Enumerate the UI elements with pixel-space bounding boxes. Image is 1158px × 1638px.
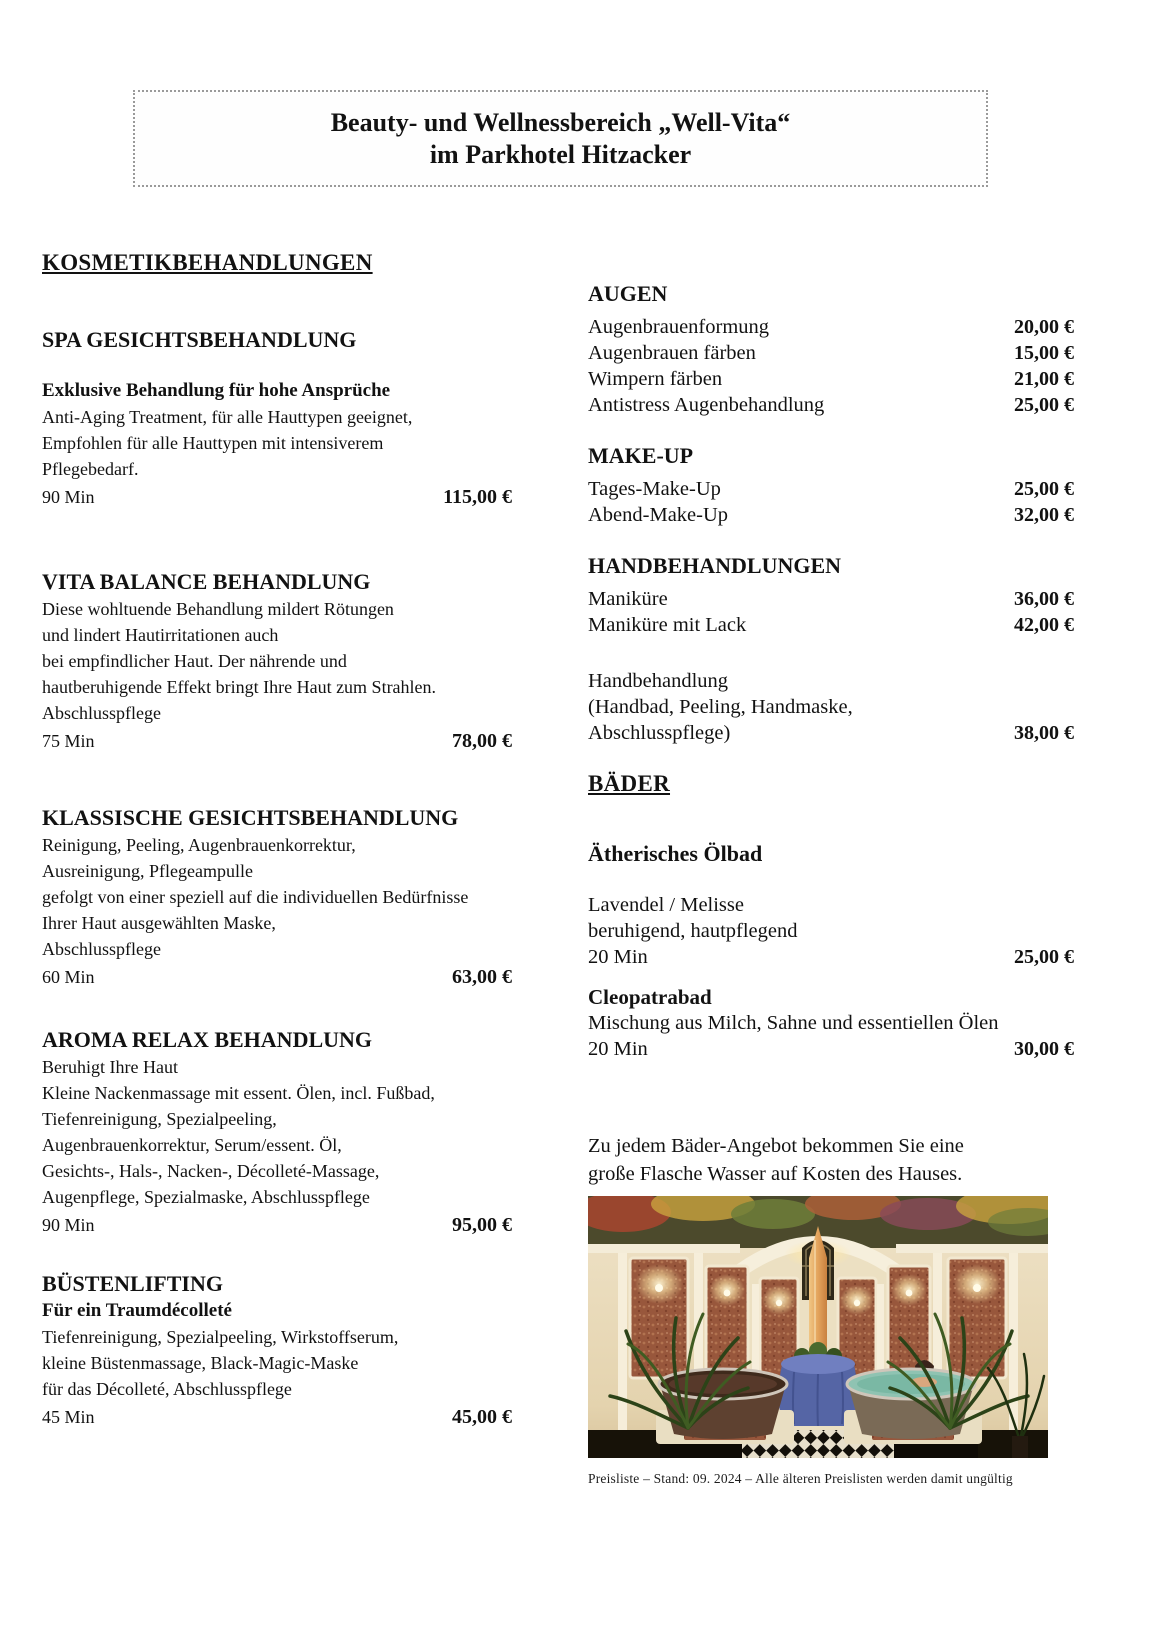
right-column (588, 280, 1074, 1488)
section-heading-kosmetikbehandlungen: KOSMETIKBEHANDLUNGEN (42, 250, 373, 275)
price-row (42, 1210, 512, 1240)
treatment-title: VITA BALANCE BEHANDLUNG (42, 569, 371, 594)
item-price: 32,00 € (1014, 504, 1074, 526)
page-title: Beauty- und Wellnessbereich „Well-Vita“ (330, 107, 791, 137)
treatment-description-line: Reinigung, Peeling, Augenbrauenkorrektur, (42, 835, 356, 855)
price-row (588, 586, 1074, 612)
spa-bath-room-illustration (588, 1196, 1048, 1458)
price-row (588, 366, 1074, 392)
treatment-description-line: Augenpflege, Spezialmaske, Abschlusspflege (42, 1187, 370, 1207)
price-row (42, 962, 512, 992)
treatment-title: BÜSTENLIFTING (42, 1271, 223, 1296)
item-price: 38,00 € (1014, 722, 1074, 744)
treatment-description-line: gefolgt von einer speziell auf die individuellen Bedürfnisse (42, 887, 469, 907)
item-price: 36,00 € (1014, 588, 1074, 610)
treatment-description-line: Beruhigt Ihre Haut (42, 1057, 178, 1077)
treatment-intro: Für ein Traumdécolleté (42, 1300, 232, 1321)
price-label: 45,00 € (452, 1406, 512, 1428)
treatment-description-line: Anti-Aging Treatment, für alle Hauttypen geeignet, (42, 407, 413, 427)
treatment-aroma-relax (42, 1026, 512, 1240)
price-group-augen (588, 280, 1074, 418)
treatment-intro: Exklusive Behandlung für hohe Ansprüche (42, 380, 391, 401)
item-label: Maniküre mit Lack (588, 614, 747, 636)
item-price: 30,00 € (1014, 1038, 1074, 1060)
treatment-description-line: Pflegebedarf. (42, 459, 139, 479)
item-price: 25,00 € (1014, 394, 1074, 416)
treatment-description-line: Tiefenreinigung, Spezialpeeling, Wirkstoffserum, (42, 1327, 399, 1347)
item-price: 20,00 € (1014, 316, 1074, 338)
treatment-description-line: Kleine Nackenmassage mit essent. Ölen, incl. Fußbad, (42, 1083, 435, 1103)
treatment-description-line: Empfohlen für alle Hauttypen mit intensiverem (42, 433, 384, 453)
treatment-description-line: Augenbrauenkorrektur, Serum/essent. Öl, (42, 1135, 342, 1155)
handbehandlung-block (588, 668, 1074, 746)
treatment-description-line: Ihrer Haut ausgewählten Maske, (42, 913, 276, 933)
item-label: Abend-Make-Up (588, 504, 729, 526)
item-label: Augenbrauen färben (588, 342, 756, 364)
baeder-note-line: große Flasche Wasser auf Kosten des Hauses. (588, 1163, 963, 1185)
item-price: 42,00 € (1014, 614, 1074, 636)
hand-treatment-line: Handbehandlung (588, 670, 729, 692)
cleopatrabad-line: Mischung aus Milch, Sahne und essentiellen Ölen (588, 1012, 999, 1034)
item-price: 15,00 € (1014, 342, 1074, 364)
item-label: Wimpern färben (588, 368, 723, 390)
treatment-title: AROMA RELAX BEHANDLUNG (42, 1027, 373, 1052)
hand-treatment-line: Abschlusspflege) (588, 722, 731, 744)
treatment-vita-balance (42, 568, 512, 756)
price-row (42, 482, 512, 512)
duration-label: 20 Min (588, 1038, 648, 1060)
price-row (42, 1402, 512, 1432)
treatment-buestenlifting (42, 1270, 512, 1432)
treatment-spa-gesichtsbehandlung (42, 326, 512, 512)
treatment-klassische-gesichtsbehandlung (42, 804, 512, 992)
oelbad-title: Ätherisches Ölbad (588, 841, 763, 866)
item-price: 21,00 € (1014, 368, 1074, 390)
price-row (588, 476, 1074, 502)
price-row (588, 720, 1074, 746)
group-title: AUGEN (588, 281, 668, 306)
duration-label: 75 Min (42, 731, 95, 751)
baeder-note (588, 1132, 1074, 1188)
oelbad-block (588, 892, 1074, 970)
item-label: Augenbrauenformung (588, 316, 770, 338)
price-row (588, 944, 1074, 970)
price-group-makeup (588, 442, 1074, 528)
price-label: 95,00 € (452, 1214, 512, 1236)
duration-label: 90 Min (42, 1215, 95, 1235)
header-box (133, 90, 988, 187)
price-label: 115,00 € (443, 486, 512, 508)
page-subtitle: im Parkhotel Hitzacker (429, 139, 692, 169)
oelbad-line: Lavendel / Melisse (588, 894, 744, 916)
price-label: 78,00 € (452, 730, 512, 752)
cleopatrabad-block (588, 1010, 1074, 1062)
price-group-handbehandlungen (588, 552, 1074, 638)
treatment-description-line: bei empfindlicher Haut. Der nährende und (42, 651, 347, 671)
baeder-note-line: Zu jedem Bäder-Angebot bekommen Sie eine (588, 1135, 964, 1157)
treatment-description-line: Diese wohltuende Behandlung mildert Rötungen (42, 599, 394, 619)
price-label: 63,00 € (452, 966, 512, 988)
item-label: Antistress Augenbehandlung (588, 394, 825, 416)
duration-label: 45 Min (42, 1407, 95, 1427)
group-title: HANDBEHANDLUNGEN (588, 553, 842, 578)
item-price: 25,00 € (1014, 478, 1074, 500)
spa-bath-room-photo (588, 1196, 1048, 1458)
item-label: Tages-Make-Up (588, 478, 721, 500)
price-row (588, 392, 1074, 418)
treatment-description-line: und lindert Hautirritationen auch (42, 625, 279, 645)
item-price: 25,00 € (1014, 946, 1074, 968)
price-row (588, 1036, 1074, 1062)
duration-label: 20 Min (588, 946, 648, 968)
duration-label: 90 Min (42, 487, 95, 507)
treatment-description-line: hautberuhigende Effekt bringt Ihre Haut zum Strahlen. (42, 677, 437, 697)
left-column (42, 248, 512, 1432)
treatment-description-line: Abschlusspflege (42, 939, 161, 959)
price-row (588, 502, 1074, 528)
price-row (588, 612, 1074, 638)
treatment-description-line: Gesichts-, Hals-, Nacken-, Décolleté-Massage, (42, 1161, 380, 1181)
oelbad-line: beruhigend, hautpflegend (588, 920, 798, 942)
price-row (42, 726, 512, 756)
duration-label: 60 Min (42, 967, 95, 987)
treatment-description-line: Tiefenreinigung, Spezialpeeling, (42, 1109, 277, 1129)
treatment-description-line: für das Décolleté, Abschlusspflege (42, 1379, 292, 1399)
treatment-title: KLASSISCHE GESICHTSBEHANDLUNG (42, 805, 459, 830)
cleopatrabad-title: Cleopatrabad (588, 985, 712, 1009)
price-row (588, 314, 1074, 340)
price-row (588, 340, 1074, 366)
treatment-description-line: Ausreinigung, Pflegeampulle (42, 861, 253, 881)
item-label: Maniküre (588, 588, 668, 610)
group-title: MAKE-UP (588, 443, 694, 468)
treatment-title: SPA GESICHTSBEHANDLUNG (42, 327, 357, 352)
footer-note: Preisliste – Stand: 09. 2024 – Alle älteren Preislisten werden damit ungültig (588, 1471, 1013, 1486)
treatment-description-line: kleine Büstenmassage, Black-Magic-Maske (42, 1353, 359, 1373)
treatment-description-line: Abschlusspflege (42, 703, 161, 723)
hand-treatment-line: (Handbad, Peeling, Handmaske, (588, 696, 853, 718)
section-heading-baeder: BÄDER (588, 771, 671, 796)
